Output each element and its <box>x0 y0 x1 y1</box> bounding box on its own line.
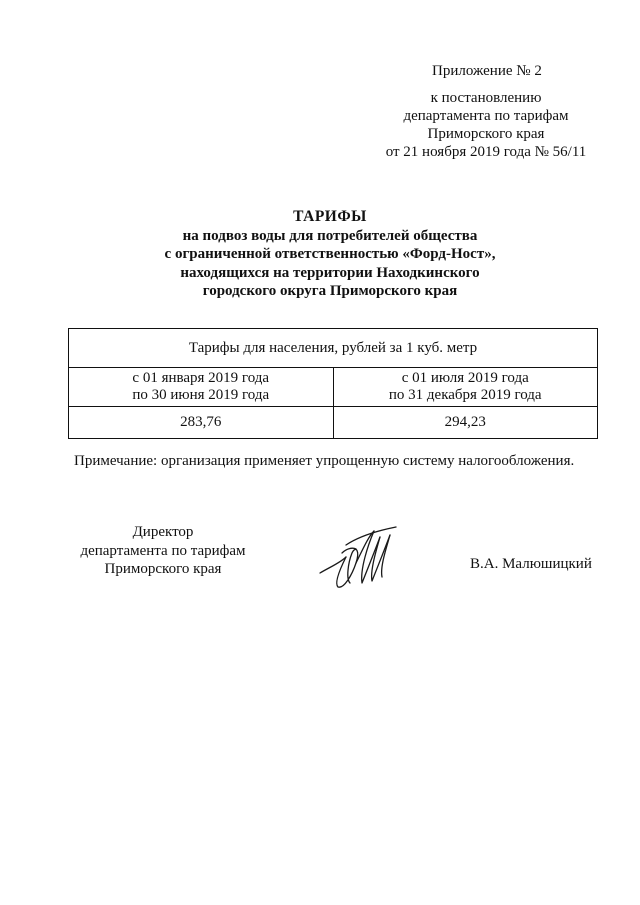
period-end: по 31 декабря 2019 года <box>388 387 542 403</box>
tariff-value-second-half: 294,23 <box>333 407 598 439</box>
signatory-position <box>74 523 252 579</box>
tariff-table <box>68 328 598 439</box>
table-header-row <box>69 329 598 368</box>
appendix-ref-line: департамента по тарифам <box>403 108 569 124</box>
signatory-name: В.А. Малюшицкий <box>470 556 592 572</box>
position-line: Директор <box>132 524 194 540</box>
period-cell-first-half <box>69 368 334 407</box>
position-line: Приморского края <box>104 561 222 577</box>
tariff-value-first-half: 283,76 <box>69 407 334 439</box>
appendix-ref-line: Приморского края <box>427 126 545 142</box>
period-cell-second-half <box>333 368 598 407</box>
title-main: ТАРИФЫ <box>293 208 367 225</box>
position-line: департамента по тарифам <box>80 542 246 559</box>
appendix-reference <box>380 89 592 161</box>
note-text: Примечание: организация применяет упрощенную систему налогообложения. <box>74 453 575 469</box>
period-start: с 01 января 2019 года <box>132 370 270 386</box>
document-title <box>140 208 520 301</box>
appendix-ref-line: к постановлению <box>430 90 542 106</box>
title-line: на подвоз воды для потребителей общества <box>182 227 478 244</box>
table-row <box>69 368 598 407</box>
handwritten-signature <box>316 523 406 595</box>
period-start: с 01 июля 2019 года <box>401 370 529 386</box>
appendix-ref-line: от 21 ноября 2019 года № 56/11 <box>385 144 587 160</box>
table-row <box>69 407 598 439</box>
table-header-cell: Тарифы для населения, рублей за 1 куб. метр <box>69 329 598 368</box>
title-line: с ограниченной ответственностью «Форд-Ност», <box>164 246 496 262</box>
appendix-label: Приложение № 2 <box>432 63 542 79</box>
period-end: по 30 июня 2019 года <box>132 387 270 403</box>
title-line: городского округа Приморского края <box>202 283 458 299</box>
title-line: находящихся на территории Находкинского <box>180 264 480 281</box>
